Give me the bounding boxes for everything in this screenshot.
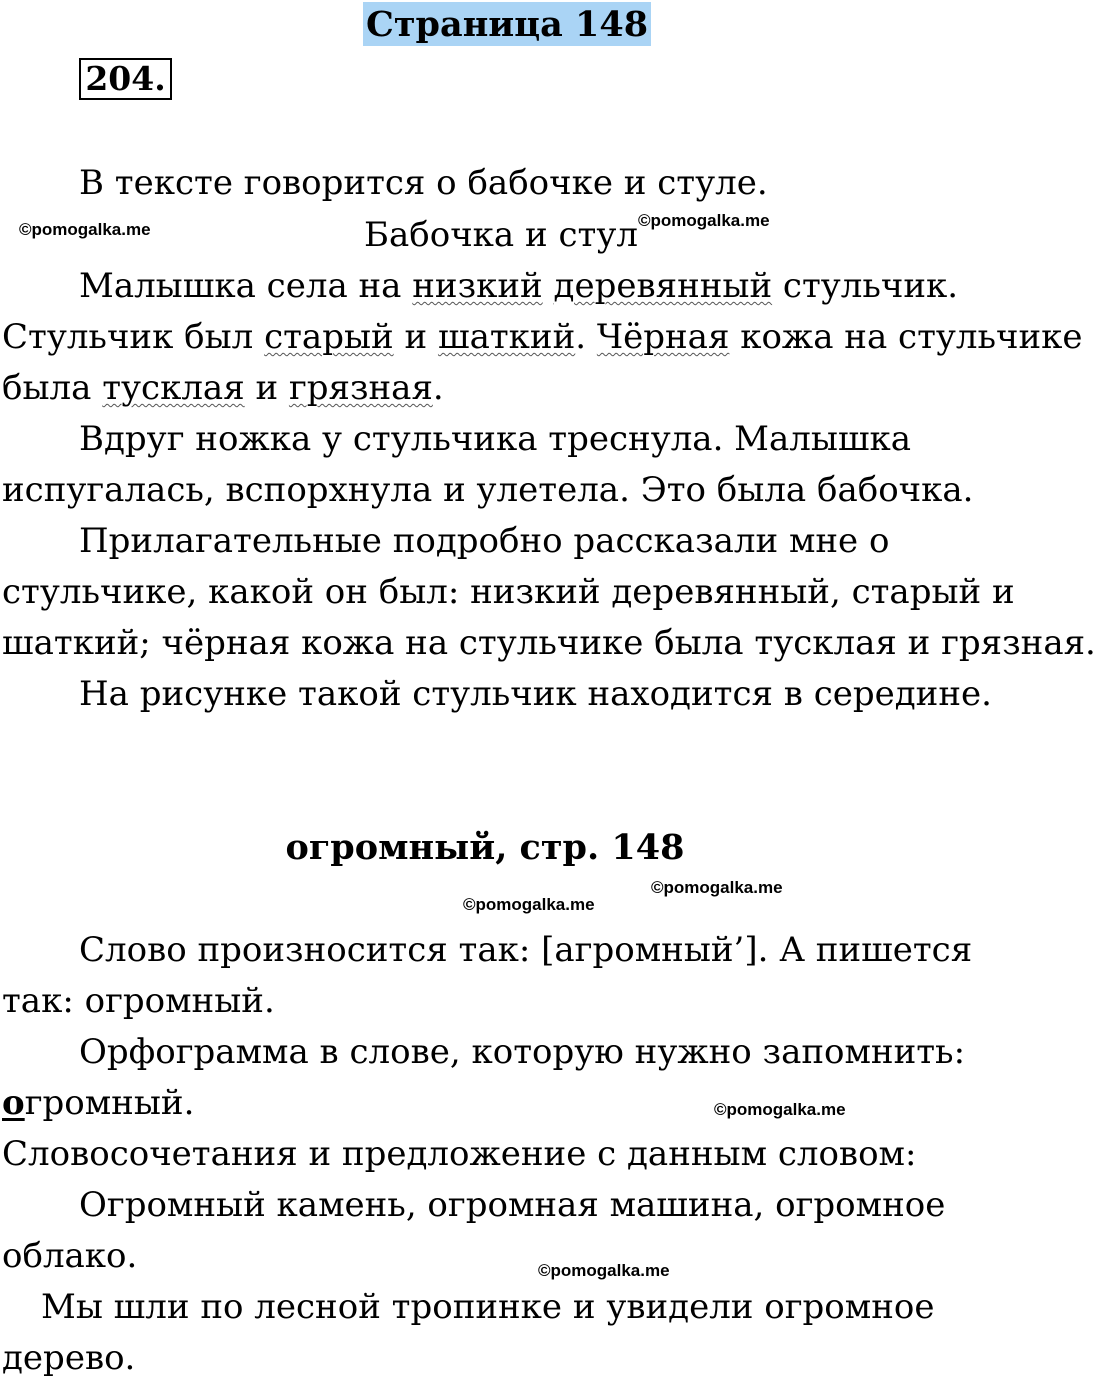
answer-line: Прилагательные подробно рассказали мне о xyxy=(79,521,890,561)
watermark: ©pomogalka.me xyxy=(638,211,770,230)
section-title: огромный, стр. 148 xyxy=(285,827,685,868)
answer-line: На рисунке такой стульчик находится в середине. xyxy=(79,674,992,714)
text-line: Мы шли по лесной тропинке и увидели огромное xyxy=(41,1287,935,1327)
answer-line: шаткий; чёрная кожа на стульчике была тусклая и грязная. xyxy=(2,623,1096,663)
watermark: ©pomogalka.me xyxy=(538,1261,670,1280)
intro-line: В тексте говорится о бабочке и стуле. xyxy=(79,163,768,203)
story-line: была тусклая и грязная. xyxy=(2,368,444,408)
underlined-word: грязная xyxy=(288,368,433,408)
story-title: Бабочка и стул xyxy=(364,215,638,255)
story-line: Малышка села на низкий деревянный стульчик. xyxy=(79,266,959,306)
text-line: Слово произносится так: [агромный’]. А пишется xyxy=(79,930,973,970)
watermark: ©pomogalka.me xyxy=(714,1100,846,1119)
text-line: так: огромный. xyxy=(2,981,275,1021)
text-line: Орфограмма в слове, которую нужно запомнить: xyxy=(79,1032,966,1072)
story-line: Стульчик был старый и шаткий. Чёрная кожа на стульчике xyxy=(2,317,1083,357)
page-title: Страница 148 xyxy=(363,2,651,46)
watermark: ©pomogalka.me xyxy=(19,220,151,239)
underlined-word: старый xyxy=(264,317,394,357)
spelling-letter: о xyxy=(2,1083,25,1123)
text-line: Словосочетания и предложение с данным словом: xyxy=(2,1134,917,1174)
underlined-word: тусклая xyxy=(102,368,245,408)
text-line: Огромный камень, огромная машина, огромное xyxy=(79,1185,946,1225)
underlined-word: Чёрная xyxy=(596,317,730,357)
story-line: испугалась, вспорхнула и улетела. Это была бабочка. xyxy=(2,470,974,510)
underlined-word: шаткий xyxy=(437,317,576,357)
answer-line: стульчике, какой он был: низкий деревянный, старый и xyxy=(2,572,1015,612)
text-line: дерево. xyxy=(2,1338,136,1378)
story-line: Вдруг ножка у стульчика треснула. Малышка xyxy=(79,419,912,459)
watermark: ©pomogalka.me xyxy=(463,895,595,914)
text-line: облако. xyxy=(2,1236,138,1276)
underlined-word: деревянный xyxy=(553,266,773,306)
underlined-word: низкий xyxy=(412,266,543,306)
text-line: огромный. xyxy=(2,1083,195,1123)
exercise-number: 204. xyxy=(79,58,172,100)
watermark: ©pomogalka.me xyxy=(651,878,783,897)
